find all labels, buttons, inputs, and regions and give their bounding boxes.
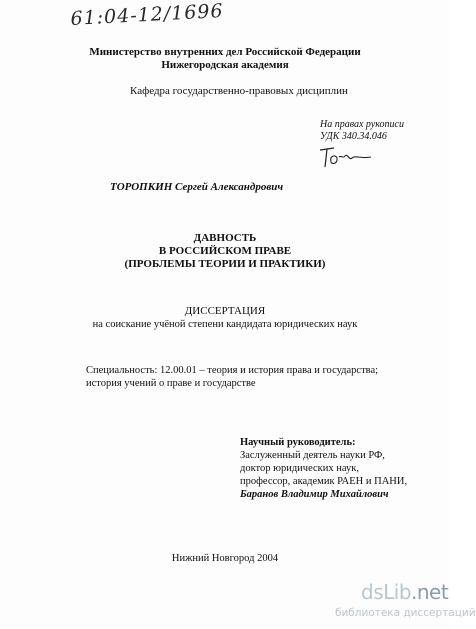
title-line-3: (ПРОБЛЕМЫ ТЕОРИИ И ПРАКТИКИ) bbox=[124, 258, 326, 270]
title-line-1: ДАВНОСТЬ bbox=[193, 232, 257, 244]
logo-subtitle: библиотека диссертаций bbox=[335, 607, 476, 619]
dslib-watermark-logo bbox=[333, 580, 476, 626]
ministry-header bbox=[0, 46, 450, 72]
logo-brand: dsLib bbox=[361, 580, 412, 604]
author-signature bbox=[318, 143, 373, 169]
degree-description: на соискание учёной степени кандидата юридических наук bbox=[92, 319, 358, 330]
academy-name: Нижегородская академия bbox=[161, 59, 289, 71]
department-name: Кафедра государственно-правовых дисциплин bbox=[130, 85, 348, 97]
city-year: Нижний Новгород 2004 bbox=[171, 553, 279, 564]
ministry-name: Министерство внутренних дел Российской Федерации bbox=[89, 46, 361, 58]
manuscript-block bbox=[320, 119, 404, 143]
supervisor-block bbox=[240, 436, 407, 501]
supervisor-title-3: профессор, академик РАЕН и ПАНИ, bbox=[240, 476, 408, 487]
specialty-line-1: Специальность: 12.00.01 – теория и история права и государства; bbox=[86, 365, 379, 376]
dissertation-title bbox=[0, 232, 450, 271]
udc-code: УДК 340.34.046 bbox=[320, 131, 387, 142]
title-line-2: В РОССИЙСКОМ ПРАВЕ bbox=[158, 245, 292, 257]
logo-main-text bbox=[361, 580, 448, 604]
author-name: ТОРОПКИН Сергей Александрович bbox=[110, 181, 284, 193]
supervisor-title-2: доктор юридических наук, bbox=[240, 463, 359, 474]
specialty-block bbox=[86, 364, 378, 390]
handwritten-reference-number: 61:04-12/1696 bbox=[70, 0, 225, 30]
logo-tld: .net bbox=[411, 580, 449, 604]
manuscript-rights: На правах рукописи bbox=[320, 119, 404, 130]
supervisor-heading: Научный руководитель: bbox=[240, 437, 356, 448]
document-type: ДИССЕРТАЦИЯ bbox=[184, 305, 266, 317]
supervisor-title-1: Заслуженный деятель науки РФ, bbox=[240, 450, 385, 461]
specialty-line-2: история учений о праве и государстве bbox=[86, 378, 256, 389]
supervisor-name: Баранов Владимир Михайлович bbox=[240, 489, 389, 500]
